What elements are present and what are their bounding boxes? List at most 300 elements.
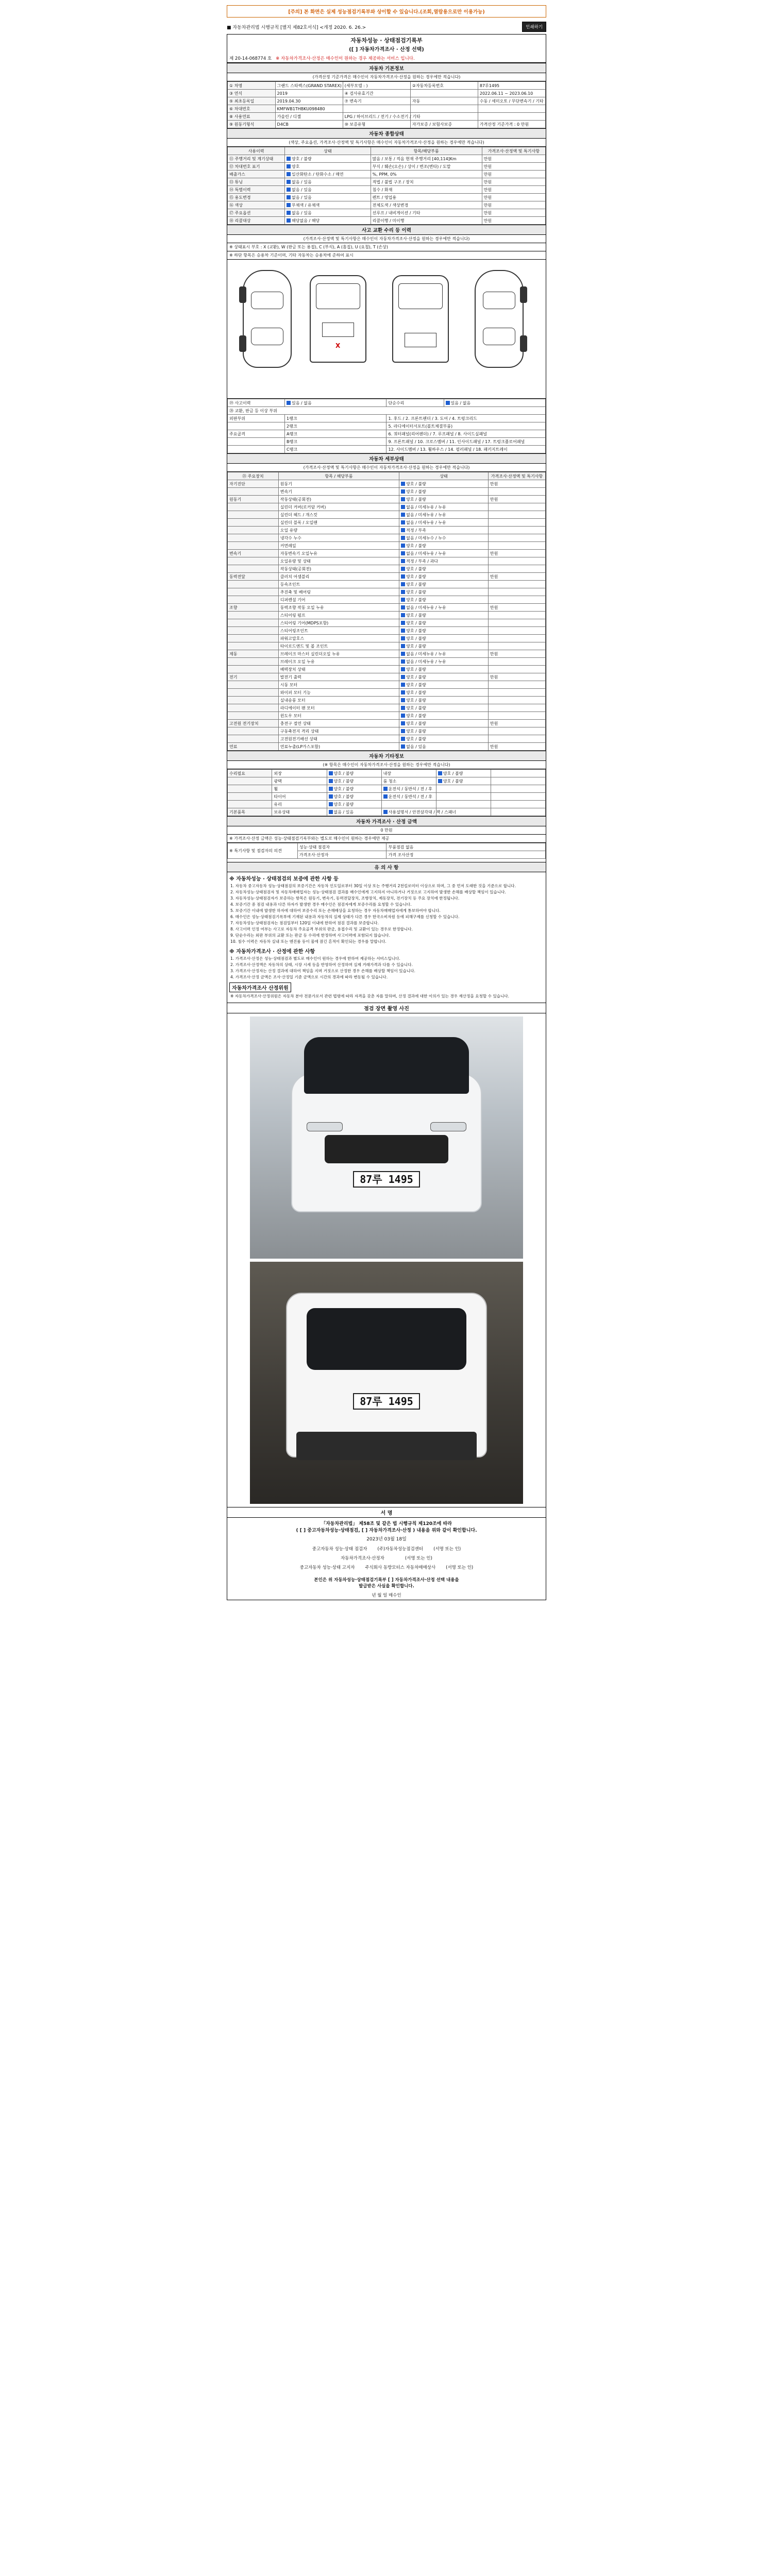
etc-table [227,769,546,816]
rank-group [228,422,285,430]
details-device: 제동 [228,650,279,658]
front-photo [250,1016,523,1259]
basic-label: 수동 / 세미오토 / 무단변속기 / 기타 [478,97,545,105]
print-button[interactable]: 인쇄하기 [522,22,546,32]
details-part: 등속조인트 [278,581,399,588]
summary-item: ⑰ 주요옵션 [228,209,285,217]
details-status: 양호 / 불량 [399,697,489,704]
details-price [488,612,545,619]
signature-text: 중고자동차 성능·상태 점검자 [312,1547,367,1552]
details-status: 양호 / 불량 [399,542,489,550]
etc-cell: 유리 [272,801,327,808]
basic-value: 그랜드 스타렉스(GRAND STAREX) [275,82,343,90]
summary-price: 만원 [482,171,545,178]
details-status: 양호 / 불량 [399,720,489,727]
details-price [488,681,545,689]
details-price [488,635,545,642]
details-row [228,650,546,658]
photos-heading: 점검 장면 촬영 사진 [227,1003,546,1013]
details-part: 시동 모터 [278,681,399,689]
details-part: 파워고압호스 [278,635,399,642]
document-page [227,0,546,1600]
details-part: 브레이크 마스터 실린더오일 누유 [278,650,399,658]
basic-label: ⑦ 변속기 [343,97,410,105]
caution-paragraph: 6. 매수인은 성능·상태점검기록부에 기재된 내용과 자동차의 실제 상태가 다른 경우 한국소비자원 등에 피해구제를 신청할 수 있습니다. [230,914,460,919]
details-price: 만원 [488,743,545,751]
signature-slot[interactable]: (서명 또는 인) [446,1565,474,1570]
simple-repair-value: 있음 / 없음 [444,399,545,407]
details-status: 양호 / 불량 [399,573,489,581]
price-value: 0 만원 [227,826,546,835]
damage-legend: ※ 상태표시 부호 : X (교환), W (판금 또는 용접), C (부식), A (흠집), U (요철), T (손상) [227,243,546,251]
basic-label: ① 차명 [228,82,276,90]
summary-status: 없음 / 있음 [285,178,371,186]
details-status: 없음 / 미세누유 / 누유 [399,658,489,666]
details-device [228,627,279,635]
summary-price: 만원 [482,178,545,186]
details-device [228,735,279,743]
etc-heading: 자동차 기타정보 [227,751,546,761]
details-row [228,720,546,727]
summary-detail: 적법 / 불법 구조 / 장치 [371,178,482,186]
details-col-status: 상태 [399,472,489,480]
details-status: 양호 / 불량 [399,627,489,635]
rank-parts: 1. 후드 / 2. 프론트펜더 / 3. 도어 / 4. 트렁크리드 [386,415,546,422]
details-device [228,727,279,735]
etc-row [228,793,546,801]
details-price [488,588,545,596]
basic-label: ⑤ 최초등록일 [228,97,276,105]
etc-cell: 양호 / 불량 [436,777,491,785]
details-device [228,612,279,619]
summary-item: ⑬ 튜닝 [228,178,285,186]
caution-paragraph: 9. 단순수리는 외판 부위의 교환 또는 판금 등 수리에 한정하며 사고이력에 포함되지 않습니다. [230,933,391,938]
etc-cell: 양호 / 불량 [436,770,491,777]
signature-row [227,1553,546,1563]
summary-price: 만원 [482,163,545,171]
details-price [488,534,545,542]
front-plate: 87루 1495 [353,1171,420,1188]
details-status: 양호 / 불량 [399,619,489,627]
details-device [228,511,279,519]
summary-detail: 선루프 / 내비게이션 / 기타 [371,209,482,217]
details-price [488,712,545,720]
details-part: 오일 유량 [278,527,399,534]
basic-value: 가솔린 / 디젤 [275,113,343,121]
details-status: 양호 / 불량 [399,635,489,642]
rank-level: 1랭크 [285,415,386,422]
caution-paragraph: ※ 자동차가격조사·산정위원은 자동차 분야 전문가로서 관련 법령에 따라 자격을 갖춘 자를 말하며, 산정 결과에 대한 이의가 있는 경우 재산정을 요청할 수 있습니다. [230,994,510,998]
details-row [228,488,546,496]
details-price: 만원 [488,650,545,658]
summary-status: 없음 / 있음 [285,194,371,201]
basic-label [478,113,545,121]
details-status: 양호 / 불량 [399,727,489,735]
etc-row [228,808,546,816]
details-device [228,565,279,573]
details-device: 변속기 [228,550,279,557]
notice-banner: [주의] 본 화면은 실제 성능점검기록부와 상이할 수 있습니다.(조회,열람용으로만 이용가능) [227,5,546,18]
summary-price: 만원 [482,186,545,194]
details-row [228,689,546,697]
details-device: 조향 [228,604,279,612]
basic-label: ⑥ 차대번호 [228,105,276,113]
details-part: 작동상태(공회전) [278,496,399,503]
details-part: 원동기 [278,480,399,488]
details-status: 양호 / 불량 [399,673,489,681]
price-heading: 자동차 가격조사 · 산정 금액 [227,816,546,826]
caution-paragraph: 7. 자동차성능·상태점검자는 점검일부터 120일 이내에 한하여 점검 결과를 보증합니다. [230,921,379,925]
price-service-note: ※ 자동차가격조사·산정은 매수인이 원하는 경우 제공하는 서비스 입니다. [276,56,415,61]
details-price [488,627,545,635]
etc-cell: 룸 청소 [381,777,436,785]
caution-paragraph: 1. 자동차 중고자동차 성능·상태점검의 보증기간은 자동차 인도일로부터 30일 이상 또는 주행거리 2천킬로미터 이상으로 하며, 그 중 먼저 도래한 것을 기준으로 합니다. [230,884,516,888]
rank-parts: 6. 쿼터패널(리어펜더) / 7. 루프패널 / 8. 사이드실패널 [386,430,546,438]
summary-row [228,209,546,217]
details-device [228,534,279,542]
etc-row [228,777,546,785]
caution-paragraphs-1 [227,883,546,945]
details-status: 양호 / 불량 [399,704,489,712]
details-part: 스티어링 펌프 [278,612,399,619]
details-row [228,681,546,689]
details-status: 없음 / 미세누유 / 누유 [399,604,489,612]
details-device [228,689,279,697]
signature-date: 2023년 03월 18일 [366,1537,407,1542]
summary-row [228,186,546,194]
document-number: 제 20-14-068774 호 [229,56,272,61]
details-price [488,689,545,697]
summary-col-price: 가격조사·산정액 및 특기사항 [482,147,545,155]
caution-title-2: ※ 자동차가격조사 · 산정에 관한 사항 [229,949,315,955]
summary-detail: 많음 / 보통 / 적음 현재 주행거리 [40,114]Km [371,155,482,163]
details-row [228,565,546,573]
special-label: ※ 특기사항 및 점검자의 의견 [228,843,298,859]
details-status: 양호 / 불량 [399,596,489,604]
basic-info-row [228,90,546,97]
summary-status: 무채색 / 유채색 [285,201,371,209]
details-part: 고전원전기배선 상태 [278,735,399,743]
etc-row [228,770,546,777]
document-title: 자동차성능 · 상태점검기록부 [350,37,423,44]
rank-group: 주요골격 [228,430,285,438]
details-device: 자기진단 [228,480,279,488]
etc-cell: 외장 [272,770,327,777]
rank-level: A랭크 [285,430,386,438]
basic-value: ②자동차등록번호 [410,82,478,90]
summary-col-history: 사용이력 [228,147,285,155]
rank-level: C랭크 [285,446,386,453]
details-row [228,503,546,511]
etc-cell [491,770,545,777]
summary-item: 배출가스 [228,171,285,178]
summary-price: 만원 [482,201,545,209]
signature-slot[interactable]: (서명 또는 인) [405,1556,432,1561]
summary-row [228,163,546,171]
basic-value: 2019.04.30 [275,97,343,105]
caution-paragraph: 8. 사고이력 인정 여부는 사고로 자동차 주요골격 부위의 판금, 용접수리 및 교환이 있는 경우로 한정합니다. [230,927,413,931]
rank-row [228,430,546,438]
parts-heading: ⑳ 교환, 판금 등 이상 부위 [228,407,546,415]
details-price: 만원 [488,604,545,612]
etc-cell: 양호 / 불량 [327,777,381,785]
basic-info-row [228,105,546,113]
details-note: (가격조사·산정액 및 특기사항은 매수인이 자동차가격조사·산정을 원하는 경우에만 적습니다) [227,464,546,472]
signature-text: (주)자동차성능점검센터 [377,1547,424,1552]
details-status: 없음 / 미세누유 / 누유 [399,650,489,658]
rank-row [228,415,546,422]
summary-price: 만원 [482,209,545,217]
details-part: 작동상태(공회전) [278,565,399,573]
details-status: 양호 / 불량 [399,612,489,619]
basic-info-row [228,121,546,128]
signature-text: 주식회사 동방모터스 자동차매매상사 [365,1565,436,1570]
details-status: 양호 / 불량 [399,666,489,673]
details-part: 브레이크 오일 누유 [278,658,399,666]
etc-cell [491,793,545,801]
rank-row [228,438,546,446]
summary-row [228,217,546,225]
basic-info-row [228,82,546,90]
caution-paragraphs-2 [227,956,546,980]
rank-row [228,446,546,453]
details-part: 스티어링 기어(MDPS포함) [278,619,399,627]
rank-parts: 12. 사이드멤버 / 13. 휠하우스 / 14. 필러패널 / 18. 패키지트레이 [386,446,546,453]
details-price: 만원 [488,573,545,581]
details-row [228,743,546,751]
details-row [228,627,546,635]
summary-row [228,155,546,163]
damage-note: (가격조사·산정액 및 특기사항은 매수인이 자동차가격조사·산정을 원하는 경우에만 적습니다) [227,235,546,243]
car-right-side-drawing [475,270,524,368]
basic-label: ⑧ 사용연료 [228,113,276,121]
basic-info-heading: 자동차 기본정보 [227,63,546,73]
special-row-label: 가격조사·산정자 [297,851,386,859]
etc-cell [228,793,272,801]
details-device [228,527,279,534]
basic-label [478,105,545,113]
special-row-value: 가격 조사산정 [386,851,546,859]
details-price [488,596,545,604]
details-part: 냉각수 누수 [278,534,399,542]
details-status: 없음 / 미세누유 / 누유 [399,511,489,519]
details-device [228,581,279,588]
details-price [488,704,545,712]
etc-cell: 기본품목 [228,808,272,816]
etc-cell [228,777,272,785]
signature-text: 중고자동차 성능·상태 고지자 [299,1565,355,1570]
etc-cell: 사용설명서 / 안전삼각대 / 잭 / 스패너 [381,808,436,816]
details-device [228,542,279,550]
rank-level: 2랭크 [285,422,386,430]
details-device [228,658,279,666]
details-part: 클러치 어셈블리 [278,573,399,581]
details-device [228,596,279,604]
etc-cell: 양호 / 불량 [327,770,381,777]
caution-paragraph: 4. 가격조사·산정 금액은 조사·산정일 기준 금액으로 시간의 경과에 따라 변동될 수 있습니다. [230,975,388,979]
etc-cell: 타이어 [272,793,327,801]
details-price [488,511,545,519]
details-price [488,727,545,735]
summary-row [228,201,546,209]
etc-cell: 양호 / 불량 [327,793,381,801]
basic-value: 자가보증 / 보험사보증 [410,121,478,128]
details-device [228,503,279,511]
details-price [488,735,545,743]
etc-cell [491,777,545,785]
rank-level: B랭크 [285,438,386,446]
details-device [228,666,279,673]
basic-value: KMFWB1THBKU098480 [275,105,343,113]
signature-slot[interactable]: (서명 또는 인) [433,1547,461,1552]
details-col-price: 가격조사·산정액 및 특기사항 [488,472,545,480]
details-table [227,472,546,751]
damage-heading: 사고 교환 수리 등 이력 [227,225,546,235]
details-device [228,619,279,627]
exchange-mark: X [335,342,341,349]
details-part: 추진축 및 베어링 [278,588,399,596]
details-price [488,503,545,511]
details-price [488,619,545,627]
details-part: 배력장치 상태 [278,666,399,673]
rear-photo [250,1262,523,1504]
accident-value: 있음 / 없음 [285,399,386,407]
summary-item: ⑯ 색상 [228,201,285,209]
damage-legend-2: ※ 하단 항목은 승용차 기준이며, 기타 자동차는 승용차에 준하여 표시 [227,251,546,260]
details-price [488,581,545,588]
basic-label: ⑩ 보증유형 [343,121,410,128]
basic-info-table [227,81,546,128]
summary-detail: 전체도색 / 색상변경 [371,201,482,209]
caution-paragraph: 5. 보증기간 이내에 발생한 하자에 대하여 보증수리 또는 손해배상을 요청하는 경우 자동차매매업자에게 통보하여야 합니다. [230,908,441,913]
basic-info-note: (가격산정 기준가격은 매수인이 자동차가격조사·산정을 원하는 경우에만 적습니다) [227,73,546,81]
details-part: 자동변속기 오일누유 [278,550,399,557]
special-table [227,843,546,859]
details-part: 동력조향 작동 오일 누유 [278,604,399,612]
details-device [228,588,279,596]
simple-repair-label: 단순수리 [386,399,444,407]
details-part: 연료누출(LP가스포함) [278,743,399,751]
summary-table [227,147,546,225]
details-part: 실린더 블록 / 오일팬 [278,519,399,527]
summary-price: 만원 [482,194,545,201]
caution-paragraph: 3. 자동차성능·상태점검자가 보증하는 항목은 원동기, 변속기, 동력전달장치, 조향장치, 제동장치, 전기장치 등 주요 장치에 한정됩니다. [230,896,460,901]
caution-title-3: 자동차가격조사 산정위원 [229,982,291,992]
details-price [488,658,545,666]
basic-value: 2019 [275,90,343,97]
summary-col-status: 상태 [285,147,371,155]
details-col-part: 항목 / 해당부품 [278,472,399,480]
details-part: 구동축전지 격리 상태 [278,727,399,735]
details-status: 적정 / 부족 / 과다 [399,557,489,565]
details-device: 원동기 [228,496,279,503]
summary-price: 만원 [482,217,545,225]
details-part: 실내송풍 모터 [278,697,399,704]
special-row-label: 성능·상태 점검자 [297,843,386,851]
summary-item: ⑭ 특별이력 [228,186,285,194]
basic-value: D4CB [275,121,343,128]
etc-cell [228,785,272,793]
details-row [228,604,546,612]
details-price [488,565,545,573]
form-reference: ■ 자동차관리법 시행규칙 [별지 제82호서식] <개정 2020. 6. 26.> [227,25,366,30]
rank-group [228,446,285,453]
basic-info-row [228,97,546,105]
caution-paragraph: 1. 가격조사·산정은 성능·상태점검과 별도로 매수인이 원하는 경우에 한하여 제공하는 서비스입니다. [230,956,400,961]
etc-cell: 광택 [272,777,327,785]
caution-title-1: ※ 자동차성능 · 상태점검의 보증에 관한 사항 등 [229,876,339,882]
details-part: 오일유량 및 상태 [278,557,399,565]
car-rear-drawing [392,275,449,363]
details-part: 실린더 커버(로커암 커버) [278,503,399,511]
basic-label: 87루1495 [478,82,545,90]
details-row [228,673,546,681]
caution-paragraphs-3 [227,993,546,999]
details-price [488,642,545,650]
details-price [488,697,545,704]
details-price [488,519,545,527]
details-row [228,642,546,650]
basic-value [410,105,478,113]
summary-item: ⑫ 차대번호 표기 [228,163,285,171]
etc-cell: 휠 [272,785,327,793]
etc-cell: 보유상태 [272,808,327,816]
summary-detail: 렌트 / 영업용 [371,194,482,201]
summary-row [228,178,546,186]
details-row [228,588,546,596]
details-row [228,581,546,588]
details-status: 양호 / 불량 [399,565,489,573]
details-row [228,496,546,503]
signature-statement: 「자동차관리법」 제58조 및 같은 법 시행규칙 제120조에 따라 ( [ ] 중고자동차성능·상태점검, [ ] 자동차가격조사·산정 ) 내용을 위와 같이 확인합니다. 2023년 03월 18일 [227,1518,546,1544]
details-row [228,704,546,712]
etc-cell [436,801,491,808]
details-price [488,557,545,565]
basic-label: ③ 연식 [228,90,276,97]
document-subtitle: ([ ] 자동차가격조사 · 산정 선택) [349,47,424,53]
details-device [228,557,279,565]
details-status: 양호 / 불량 [399,642,489,650]
details-row [228,480,546,488]
caution-paragraph: 10. 침수 이력은 자동차 실내 또는 엔진룸 등이 물에 잠긴 흔적이 확인되는 경우를 말합니다. [230,939,386,944]
summary-item: ⑱ 리콜대상 [228,217,285,225]
etc-row [228,785,546,793]
accident-table [227,399,546,453]
etc-cell [436,793,491,801]
summary-status: 양호 / 불량 [285,155,371,163]
details-status: 양호 / 불량 [399,735,489,743]
details-row [228,727,546,735]
details-device: 연료 [228,743,279,751]
etc-cell: 운전석 / 동반석 / 전 / 후 [381,785,436,793]
car-front-drawing [310,275,366,363]
details-status: 양호 / 불량 [399,588,489,596]
details-row [228,511,546,519]
details-row [228,573,546,581]
details-status: 없음 / 미세누유 / 누유 [399,503,489,511]
price-note: ※ 가격조사·산정 금액은 성능·상태점검기록부와는 별도로 매수인이 원하는 경우에만 제공 [227,835,546,843]
details-row [228,542,546,550]
basic-label: 가격산정 기준가격 : 0 만원 [478,121,545,128]
basic-label: 2022.06.11 ~ 2023.06.10 [478,90,545,97]
details-price: 만원 [488,720,545,727]
caution-paragraph: 2. 가격조사·산정액은 자동차의 상태, 시장 시세 등을 반영하여 산정하며 실제 거래가격과 다를 수 있습니다. [230,962,413,967]
summary-status: 해당없음 / 해당 [285,217,371,225]
details-row [228,550,546,557]
basic-label [343,105,410,113]
caution-paragraph: 2. 자동차성능·상태점검자 및 자동차매매업자는 성능·상태점검 결과를 매수인에게 고지하지 아니하거나 거짓으로 고지하여 발생한 손해를 배상할 책임이 있습니다. [230,890,506,894]
details-part: 실린더 헤드 / 개스킷 [278,511,399,519]
